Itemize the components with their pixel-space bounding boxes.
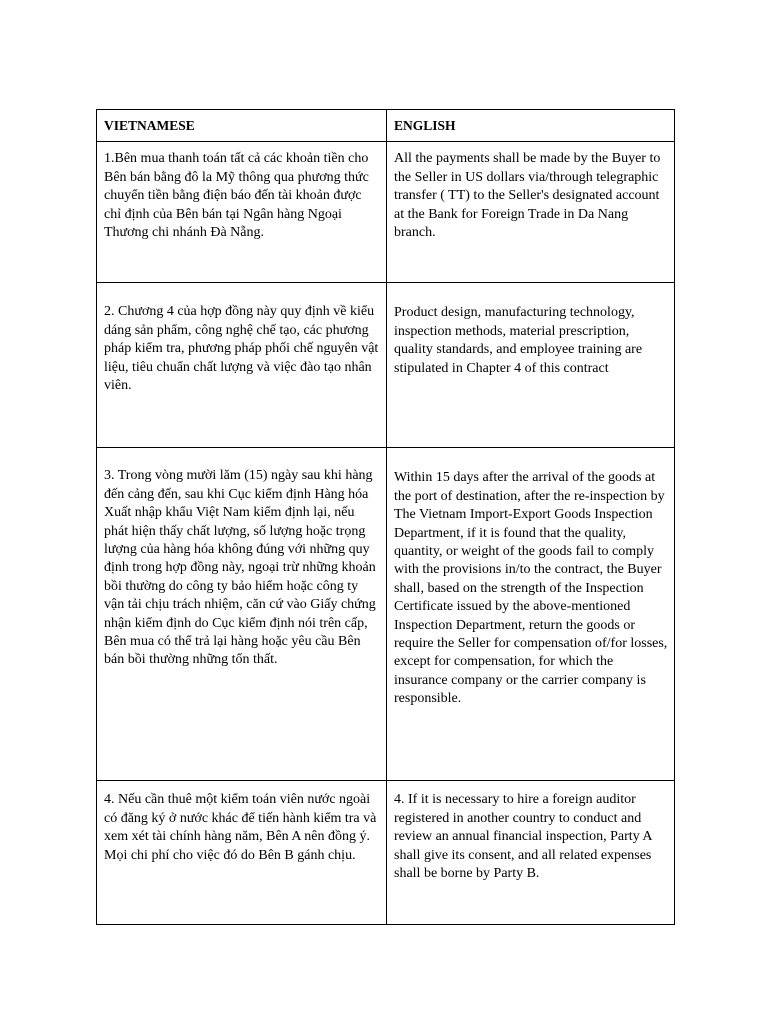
cell-vietnamese: 1.Bên mua thanh toán tất cả các khoản tiền cho Bên bán bằng đô la Mỹ thông qua phương thức chuyển tiền bằng điện báo đến tài khoản được chỉ định của Bên bán tại Ngân hàng Ngoại Thương chi nhánh Đà Nẵng. — [97, 142, 387, 283]
table-row — [97, 448, 675, 781]
table-row — [97, 142, 675, 283]
cell-vietnamese: 3. Trong vòng mười lăm (15) ngày sau khi hàng đến cảng đến, sau khi Cục kiểm định Hàng hóa Xuất nhập khẩu Việt Nam kiểm định lại, nếu phát hiện thấy chất lượng, số lượng hoặc trọng lượng của hàng hóa không đúng với những quy định trong hợp đồng này, ngoại trừ những khoản bồi thường do công ty bảo hiểm hoặc công ty vận tải chịu trách nhiệm, căn cứ vào Giấy chứng nhận kiểm định do Cục kiểm định nói trên cấp, Bên mua có thể trả lại hàng hoặc yêu cầu Bên bán bồi thường những tổn thất. — [97, 448, 387, 781]
table-header-row — [97, 110, 675, 142]
cell-english: Within 15 days after the arrival of the goods at the port of destination, after the re-inspection by The Vietnam Import-Export Goods Inspection Department, if it is found that the quality, quantity, or weight of the goods fail to comply with the provisions in/to the contract, the Buyer shall, based on the strength of the Inspection Certificate issued by the above-mentioned Inspection Department, return the goods or require the Seller for compensation of/for losses, except for compensation, for which the insurance company or the carrier company is responsible. — [387, 448, 675, 781]
header-english: ENGLISH — [387, 110, 675, 142]
cell-english: Product design, manufacturing technology, inspection methods, material prescription, quality standards, and employee training are stipulated in Chapter 4 of this contract — [387, 283, 675, 448]
table-row — [97, 283, 675, 448]
cell-vietnamese: 4. Nếu cần thuê một kiểm toán viên nước ngoài có đăng ký ở nước khác để tiến hành kiểm tra và xem xét tài chính hàng năm, Bên A nên đồng ý. Mọi chi phí cho việc đó do Bên B gánh chịu. — [97, 781, 387, 925]
table-row — [97, 781, 675, 925]
header-vietnamese: VIETNAMESE — [97, 110, 387, 142]
translation-table — [96, 109, 675, 925]
cell-english: 4. If it is necessary to hire a foreign auditor registered in another country to conduct and review an annual financial inspection, Party A shall give its consent, and all related expenses shall be borne by Party B. — [387, 781, 675, 925]
cell-vietnamese: 2. Chương 4 của hợp đồng này quy định về kiểu dáng sản phẩm, công nghệ chế tạo, các phương pháp kiểm tra, phương pháp phối chế nguyên vật liệu, tiêu chuẩn chất lượng và việc đào tạo nhân viên. — [97, 283, 387, 448]
cell-english: All the payments shall be made by the Buyer to the Seller in US dollars via/through telegraphic transfer ( TT) to the Seller's designated account at the Bank for Foreign Trade in Da Nang branch. — [387, 142, 675, 283]
